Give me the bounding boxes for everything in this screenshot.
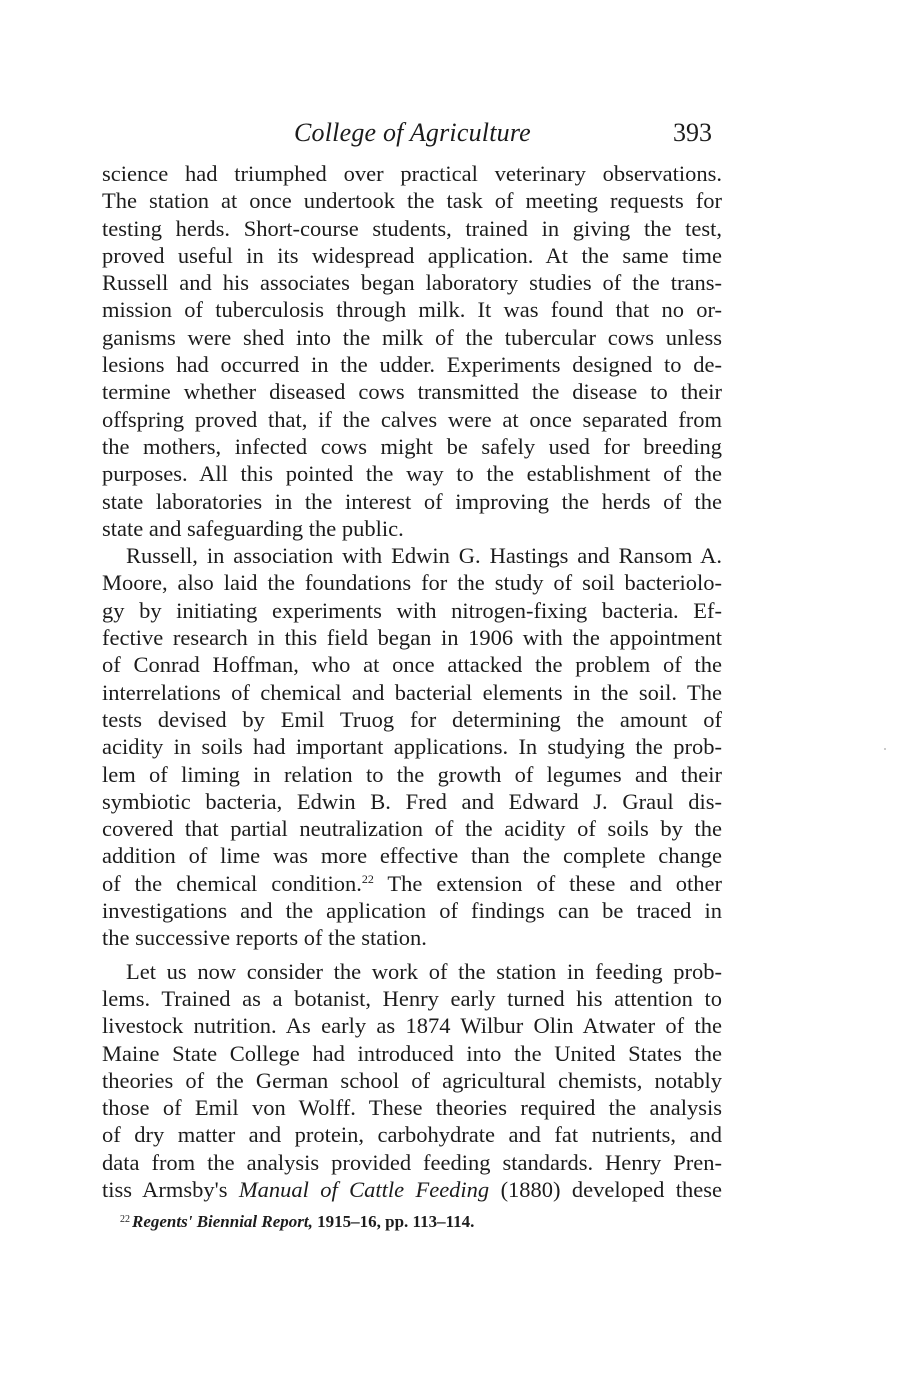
text-line: data from the analysis provided feeding standards. Henry Pren- bbox=[102, 1149, 722, 1175]
body-text bbox=[102, 160, 722, 1203]
text-line: interrelations of chemical and bacterial elements in the soil. The bbox=[102, 679, 722, 705]
book-title: Manual of Cattle Feeding bbox=[238, 1176, 490, 1202]
text-line: lesions had occurred in the udder. Experiments designed to de- bbox=[102, 352, 722, 378]
text-line: testing herds. Short-course students, trained in giving the test, bbox=[102, 215, 722, 241]
text-line: livestock nutrition. As early as 1874 Wilbur Olin Atwater of the bbox=[102, 1013, 722, 1039]
text-line: gy by initiating experiments with nitrogen-fixing bacteria. Ef- bbox=[102, 597, 722, 623]
footnote bbox=[120, 1212, 474, 1232]
text-line: Moore, also laid the foundations for the study of soil bacteriolo- bbox=[102, 570, 722, 596]
text-line: the successive reports of the station. bbox=[102, 925, 427, 951]
text-line: addition of lime was more effective than the complete change bbox=[102, 843, 722, 869]
text-line-with-footnote bbox=[102, 870, 722, 897]
text-line: of dry matter and protein, carbohydrate and fat nutrients, and bbox=[102, 1122, 722, 1148]
text-line: purposes. All this pointed the way to the establishment of the bbox=[102, 461, 722, 487]
running-title: College of Agriculture bbox=[294, 118, 531, 147]
paper-speck bbox=[884, 748, 886, 750]
text-line: symbiotic bacteria, Edwin B. Fred and Edward J. Graul dis- bbox=[102, 788, 722, 814]
text-fragment: tiss Armsby's bbox=[102, 1176, 239, 1202]
text-line: investigations and the application of findings can be traced in bbox=[102, 898, 722, 924]
text-line: ganisms were shed into the milk of the tubercular cows unless bbox=[102, 324, 722, 350]
text-line: covered that partial neutralization of the acidity of soils by the bbox=[102, 816, 722, 842]
footnote-mark: 22 bbox=[120, 1214, 130, 1225]
text-line: The station at once undertook the task of meeting requests for bbox=[102, 188, 722, 214]
text-line: science had triumphed over practical veterinary observations. bbox=[102, 161, 722, 186]
text-fragment: of the chemical condition. bbox=[102, 870, 362, 896]
text-line: of Conrad Hoffman, who at once attacked the problem of the bbox=[102, 652, 722, 678]
text-line: termine whether diseased cows transmitted the disease to their bbox=[102, 379, 722, 405]
text-line: Russell and his associates began laboratory studies of the trans- bbox=[102, 270, 722, 296]
footnote-reference: 22 bbox=[361, 871, 374, 886]
text-line: offspring proved that, if the calves were at once separated from bbox=[102, 406, 722, 432]
text-line-with-book-title bbox=[102, 1176, 722, 1203]
text-line: Let us now consider the work of the station in feeding prob- bbox=[126, 958, 722, 984]
text-line: theories of the German school of agricultural chemists, notably bbox=[102, 1067, 722, 1093]
text-line: the mothers, infected cows might be safely used for breeding bbox=[102, 433, 722, 459]
text-fragment: The extension of these and other bbox=[373, 870, 723, 896]
text-line: proved useful in its widespread application. At the same time bbox=[102, 242, 722, 268]
page-number: 393 bbox=[673, 118, 712, 147]
text-line: lem of liming in relation to the growth of legumes and their bbox=[102, 761, 722, 787]
text-line: mission of tuberculosis through milk. It was found that no or- bbox=[102, 297, 722, 323]
text-line: lems. Trained as a botanist, Henry early turned his attention to bbox=[102, 985, 722, 1011]
text-line: tests devised by Emil Truog for determining the amount of bbox=[102, 706, 722, 732]
footnote-source: Regents' Biennial Report, bbox=[132, 1212, 313, 1231]
text-line: state and safeguarding the public. bbox=[102, 515, 404, 541]
text-line: those of Emil von Wolff. These theories required the analysis bbox=[102, 1095, 722, 1121]
text-line: Maine State College had introduced into the United States the bbox=[102, 1040, 722, 1066]
text-line: state laboratories in the interest of improving the herds of the bbox=[102, 488, 722, 514]
text-fragment: (1880) developed these bbox=[489, 1176, 722, 1202]
text-line: Russell, in association with Edwin G. Hastings and Ransom A. bbox=[126, 543, 722, 569]
text-line: fective research in this field began in 1906 with the appointment bbox=[102, 625, 722, 651]
footnote-pages: 1915–16, pp. 113–114. bbox=[312, 1212, 475, 1231]
text-line: acidity in soils had important applications. In studying the prob- bbox=[102, 734, 722, 760]
